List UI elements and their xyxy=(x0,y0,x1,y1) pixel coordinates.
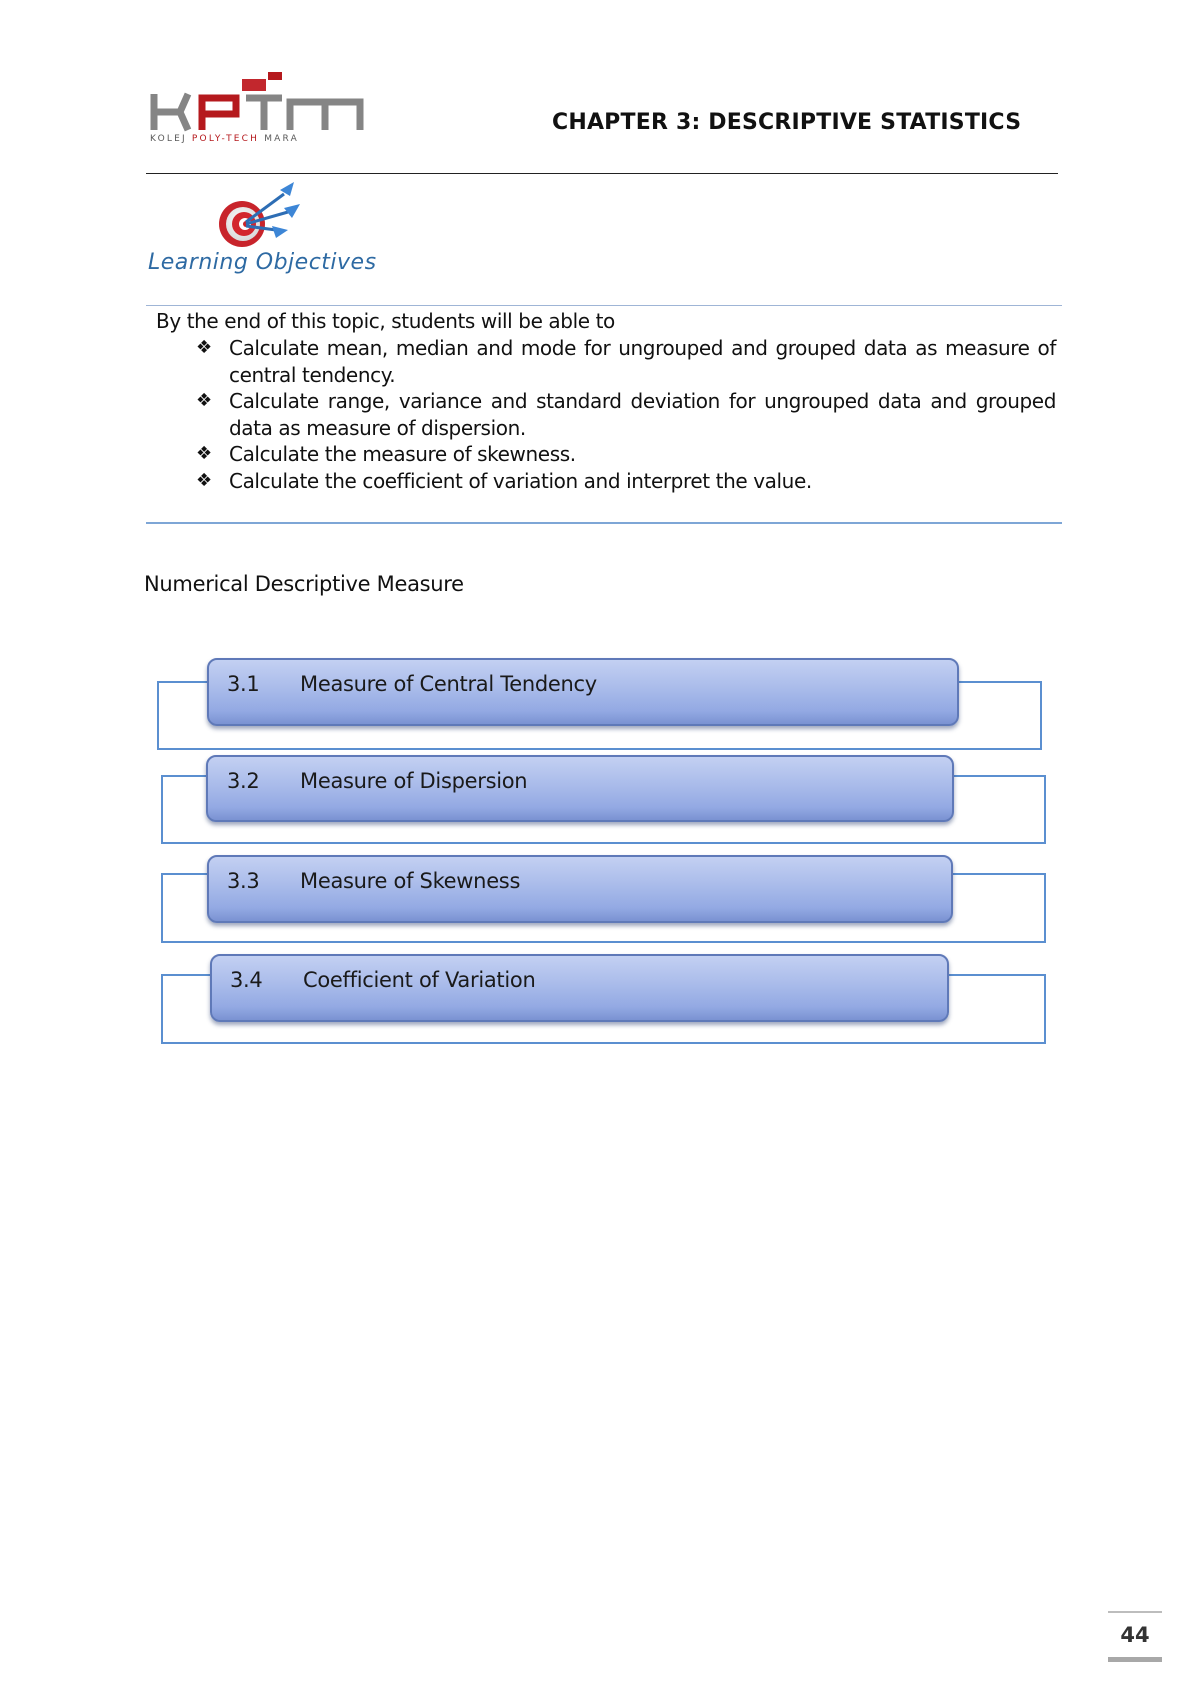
page-number-bottom-rule xyxy=(1108,1657,1162,1662)
page-number-text: 44 xyxy=(1120,1623,1150,1647)
objective-item: ❖ Calculate the measure of skewness. xyxy=(196,442,576,466)
learning-objectives-title: Learning Objectives xyxy=(148,250,377,275)
objectives-list xyxy=(156,335,1056,494)
topic-label: Measure of Skewness xyxy=(300,869,521,893)
topic-number: 3.1 xyxy=(227,672,260,696)
topic-bar-3-4 xyxy=(210,954,949,1022)
topic-number: 3.4 xyxy=(230,968,263,992)
diamond-bullet-icon: ❖ xyxy=(196,469,212,491)
topic-number: 3.3 xyxy=(227,869,260,893)
topic-label: Coefficient of Variation xyxy=(303,968,536,992)
chapter-title: CHAPTER 3: DESCRIPTIVE STATISTICS xyxy=(552,110,1022,135)
topic-label: Measure of Dispersion xyxy=(300,769,528,793)
diamond-bullet-icon: ❖ xyxy=(196,443,212,464)
topic-number: 3.2 xyxy=(227,769,260,793)
topic-bar-3-3 xyxy=(207,855,953,923)
topic-label: Measure of Central Tendency xyxy=(300,672,597,696)
objective-item: ❖ Calculate range, variance and standard deviation for ungrouped data and grouped data as measure of dispersion. xyxy=(196,389,1056,440)
section-heading: Numerical Descriptive Measure xyxy=(144,572,464,596)
objectives-bottom-rule xyxy=(146,522,1062,524)
objective-item: ❖ Calculate mean, median and mode for ungrouped and grouped data as measure of central tendency. xyxy=(196,336,1056,387)
diamond-bullet-icon: ❖ xyxy=(196,390,212,411)
objective-item: ❖ Calculate the coefficient of variation and interpret the value. xyxy=(196,468,812,493)
diamond-bullet-icon: ❖ xyxy=(196,337,212,358)
objectives-intro: By the end of this topic, students will be able to xyxy=(156,309,615,333)
target-dart-icon xyxy=(210,178,306,250)
header-divider xyxy=(146,173,1058,174)
topic-bar-3-2 xyxy=(206,755,954,822)
topic-bar-3-1 xyxy=(207,658,959,726)
logo-subtitle: KOLEJ POLY-TECH MARA xyxy=(150,134,299,144)
learning-objectives-box xyxy=(156,306,1056,494)
page-number xyxy=(1108,1611,1162,1662)
